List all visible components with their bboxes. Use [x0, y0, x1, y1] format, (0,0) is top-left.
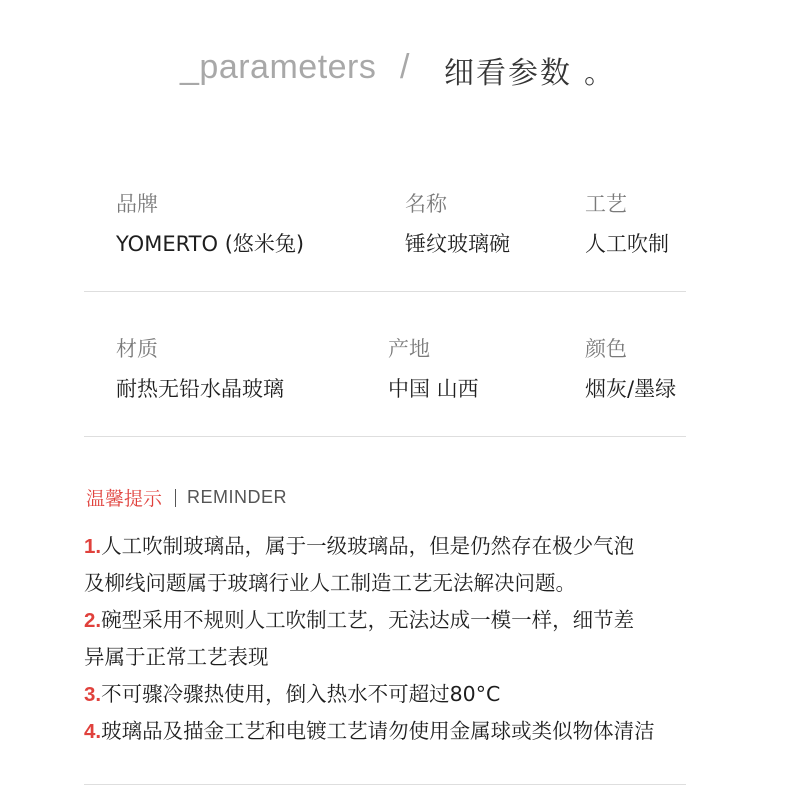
param-value-color: 烟灰/墨绿	[585, 377, 677, 401]
note-line	[84, 528, 724, 565]
note-line	[84, 565, 724, 602]
reminder-header	[86, 484, 287, 510]
row-divider	[84, 291, 686, 292]
param-label-craft: 工艺	[585, 192, 627, 216]
note-line	[84, 713, 724, 750]
header-suffix: 。	[584, 56, 614, 91]
note-text: 异属于正常工艺表现	[84, 645, 269, 669]
reminder-english: REMINDER	[187, 487, 288, 507]
note-text: 碗型采用不规则人工吹制工艺，无法达成一模一样，细节差	[101, 608, 635, 632]
param-label-color: 颜色	[585, 337, 627, 361]
param-value-material: 耐热无铅水晶玻璃	[116, 377, 284, 401]
note-number: 1.	[84, 535, 102, 558]
param-label-origin: 产地	[388, 337, 430, 361]
header-english-title: _parameters	[180, 48, 377, 86]
param-label-brand: 品牌	[116, 192, 158, 216]
reminder-notes	[84, 528, 724, 750]
param-label-material: 材质	[116, 337, 158, 361]
header-chinese-title: 细看参数	[444, 56, 572, 91]
param-label-name: 名称	[405, 192, 447, 216]
section-header	[0, 44, 790, 94]
note-line	[84, 676, 724, 713]
row-divider	[84, 436, 686, 437]
param-value-craft: 人工吹制	[585, 232, 669, 256]
note-text: 及柳线问题属于玻璃行业人工制造工艺无法解决问题。	[84, 571, 576, 595]
note-number: 4.	[84, 720, 102, 743]
note-text: 人工吹制玻璃品，属于一级玻璃品，但是仍然存在极少气泡	[101, 534, 635, 558]
note-text: 不可骤冷骤热使用，倒入热水不可超过80°C	[101, 682, 501, 706]
param-value-brand: YOMERTO (悠米兔)	[116, 232, 305, 256]
header-slash: /	[400, 48, 410, 86]
note-line	[84, 639, 724, 676]
reminder-title: 温馨提示	[86, 488, 163, 510]
bottom-divider	[84, 784, 686, 785]
note-text: 玻璃品及描金工艺和电镀工艺请勿使用金属球或类似物体清洁	[101, 719, 655, 743]
reminder-separator	[175, 489, 176, 507]
note-number: 3.	[84, 683, 102, 706]
note-line	[84, 602, 724, 639]
note-number: 2.	[84, 609, 102, 632]
param-value-name: 锤纹玻璃碗	[405, 232, 510, 256]
param-value-origin: 中国 山西	[388, 377, 479, 401]
